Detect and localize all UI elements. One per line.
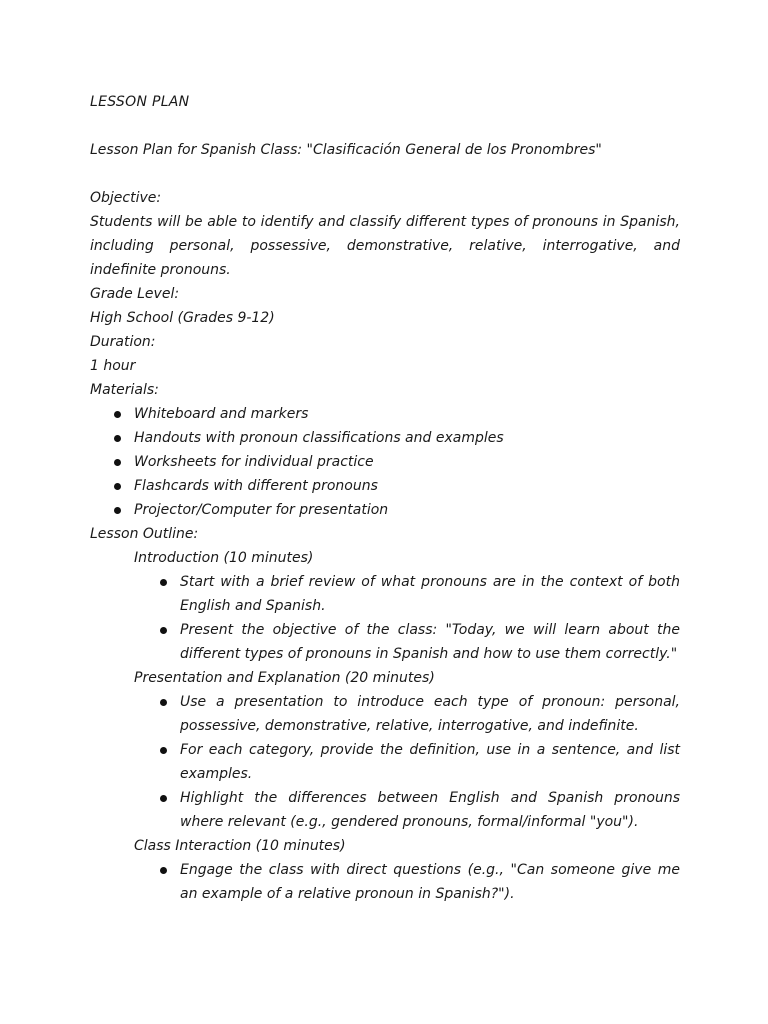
materials-label: Materials: [90, 382, 159, 398]
outline-item: Engage the class with direct questions (e.g., "Can someone give me an example of a relative pronoun in Spanish?"). [90, 858, 680, 906]
objective-label: Objective: [90, 190, 162, 206]
lesson-outline-label: Lesson Outline: [90, 526, 199, 542]
outline-item: Start with a brief review of what pronouns are in the context of both English and Spanish. [90, 570, 680, 618]
document-title: LESSON PLAN [90, 94, 190, 110]
outline-item: Highlight the differences between English and Spanish pronouns where relevant (e.g., gendered pronouns, formal/informal "you"). [90, 786, 680, 834]
class-interaction-list [90, 858, 680, 906]
introduction-list [90, 570, 680, 666]
presentation-list [90, 690, 680, 834]
duration-label: Duration: [90, 334, 156, 350]
grade-level-label: Grade Level: [90, 286, 180, 302]
materials-item: Flashcards with different pronouns [90, 474, 680, 498]
document-subtitle: Lesson Plan for Spanish Class: "Clasificación General de los Pronombres" [90, 142, 602, 158]
section-heading-presentation: Presentation and Explanation (20 minutes) [134, 670, 435, 686]
lesson-plan-page [90, 90, 680, 906]
section-heading-class-interaction: Class Interaction (10 minutes) [134, 838, 346, 854]
materials-list [90, 402, 680, 522]
materials-item: Whiteboard and markers [90, 402, 680, 426]
duration-text: 1 hour [90, 358, 136, 374]
grade-level-text: High School (Grades 9-12) [90, 310, 275, 326]
materials-item: Projector/Computer for presentation [90, 498, 680, 522]
materials-item: Handouts with pronoun classifications and examples [90, 426, 680, 450]
outline-item: Present the objective of the class: "Today, we will learn about the different types of pronouns in Spanish and how to use them correctly." [90, 618, 680, 666]
materials-item: Worksheets for individual practice [90, 450, 680, 474]
outline-item: For each category, provide the definition, use in a sentence, and list examples. [90, 738, 680, 786]
outline-item: Use a presentation to introduce each type of pronoun: personal, possessive, demonstrative, relative, interrogative, and indefinite. [90, 690, 680, 738]
objective-text: Students will be able to identify and classify different types of pronouns in Spanish, including personal, possessive, demonstrative, relative, interrogative, and indefinite pronouns. [90, 214, 680, 278]
section-heading-introduction: Introduction (10 minutes) [134, 550, 314, 566]
